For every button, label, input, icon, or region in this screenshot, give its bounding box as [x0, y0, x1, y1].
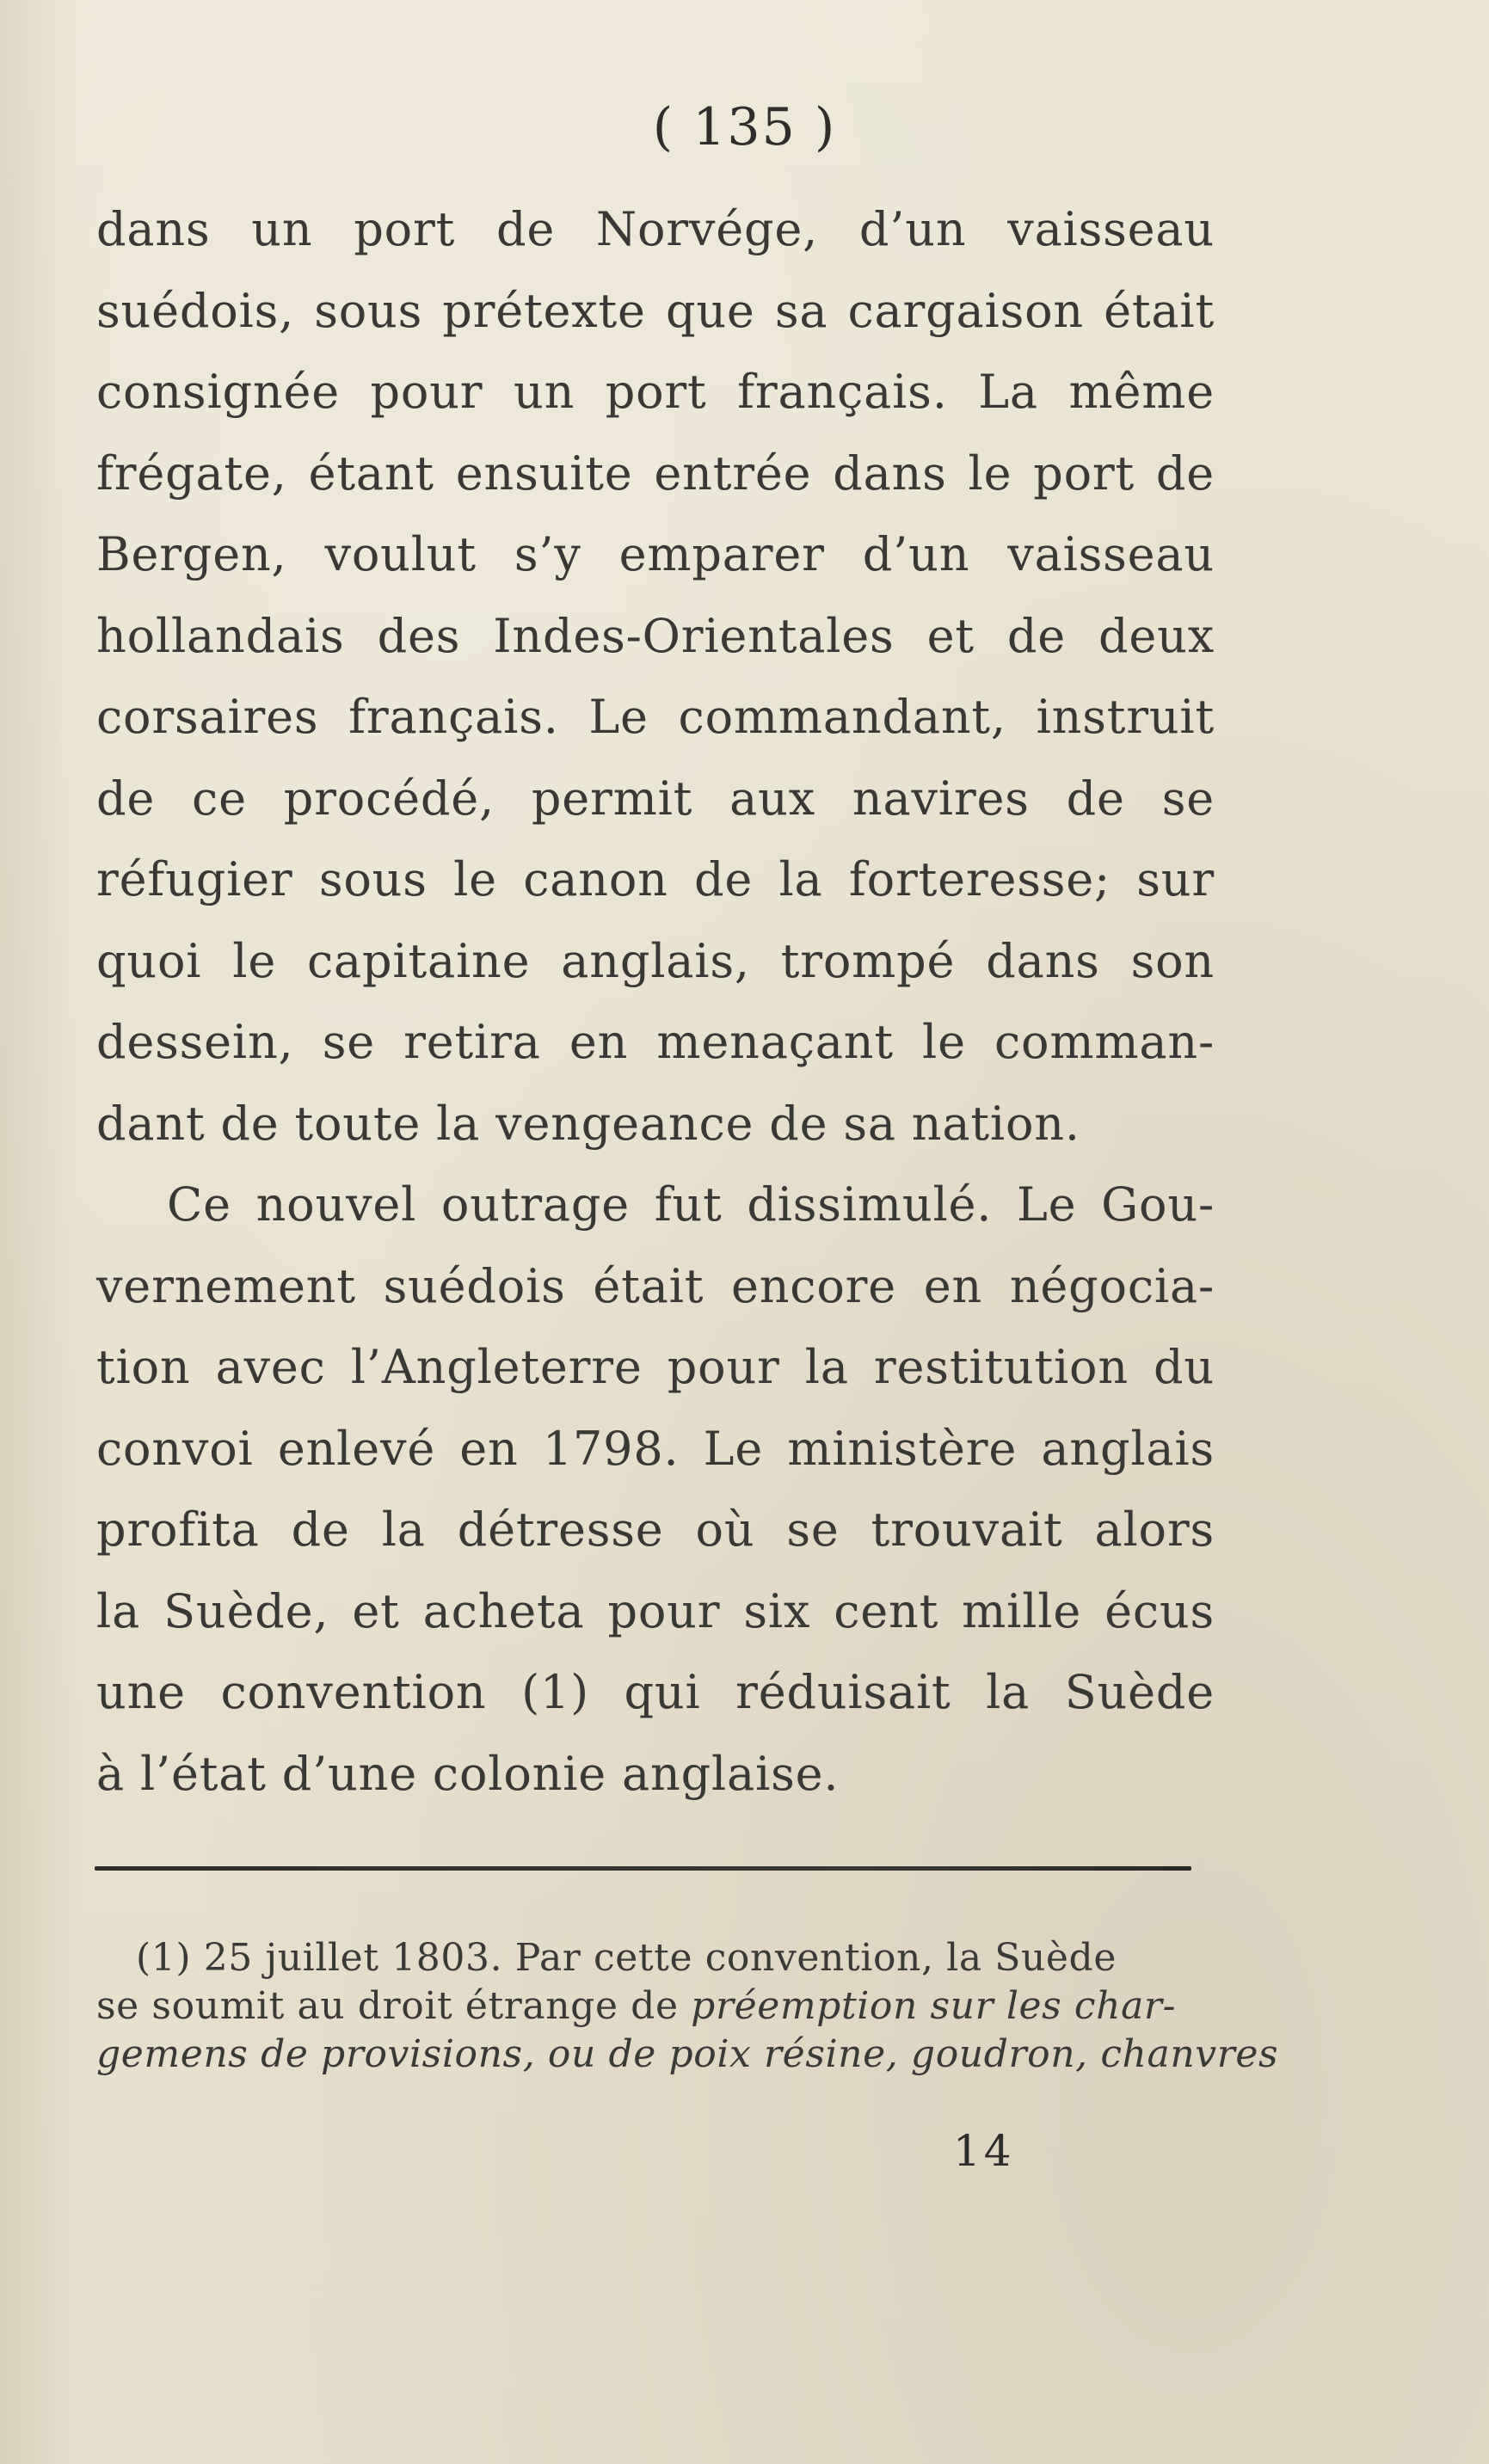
text-line: Bergen, voulut s’y emparer d’un vaisseau [96, 527, 1215, 581]
footnote-line [96, 1982, 1206, 2031]
footnote-line-italic: gemens de provisions, ou de poix résine, goudron, chanvres [96, 2032, 1279, 2076]
text-line: dessein, se retira en menaçant le comman- [96, 1015, 1215, 1069]
footnote-line-plain: se soumit au droit étrange de [96, 1984, 692, 2028]
text-line: corsaires français. Le commandant, instruit [96, 690, 1215, 744]
paragraph-start-line: Ce nouvel outrage fut dissimulé. Le Gou- [167, 1177, 1215, 1232]
text-line: une convention (1) qui réduisait la Suède [96, 1665, 1215, 1719]
text-line: réfugier sous le canon de la forteresse; sur [96, 852, 1215, 906]
text-line: consignée pour un port français. La même [96, 365, 1215, 419]
text-line: profita de la détresse où se trouvait alors [96, 1502, 1215, 1557]
text-line: à l’état d’une colonie anglaise. [96, 1746, 840, 1801]
text-line: dant de toute la vengeance de sa nation. [96, 1096, 1080, 1151]
signature-mark: 14 [953, 2126, 1015, 2176]
text-line: de ce procédé, permit aux navires de se [96, 771, 1215, 826]
text-line: frégate, étant ensuite entrée dans le port de [96, 445, 1215, 501]
footnote [96, 1934, 1279, 2079]
footnote-rule [95, 1866, 1191, 1871]
text-line: quoi le capitaine anglais, trompé dans son [96, 933, 1215, 988]
main-text [96, 189, 1215, 1815]
page-number: ( 135 ) [652, 97, 837, 157]
text-line: convoi enlevé en 1798. Le ministère anglais [96, 1421, 1215, 1476]
text-line: la Suède, et acheta pour six cent mille écus [96, 1583, 1215, 1638]
text-line: suédois, sous prétexte que sa cargaison était [96, 283, 1215, 338]
text-line: dans un port de Norvége, d’un vaisseau [96, 202, 1215, 256]
text-line: tion avec l’Angleterre pour la restitution du [96, 1340, 1215, 1394]
footnote-line: (1) 25 juillet 1803. Par cette convention, la Suède [136, 1936, 1117, 1980]
text-line: vernement suédois était encore en négocia- [96, 1258, 1215, 1313]
footnote-line-italic: préemption sur les char- [691, 1984, 1177, 2028]
text-line: hollandais des Indes-Orientales et de deux [96, 608, 1215, 663]
